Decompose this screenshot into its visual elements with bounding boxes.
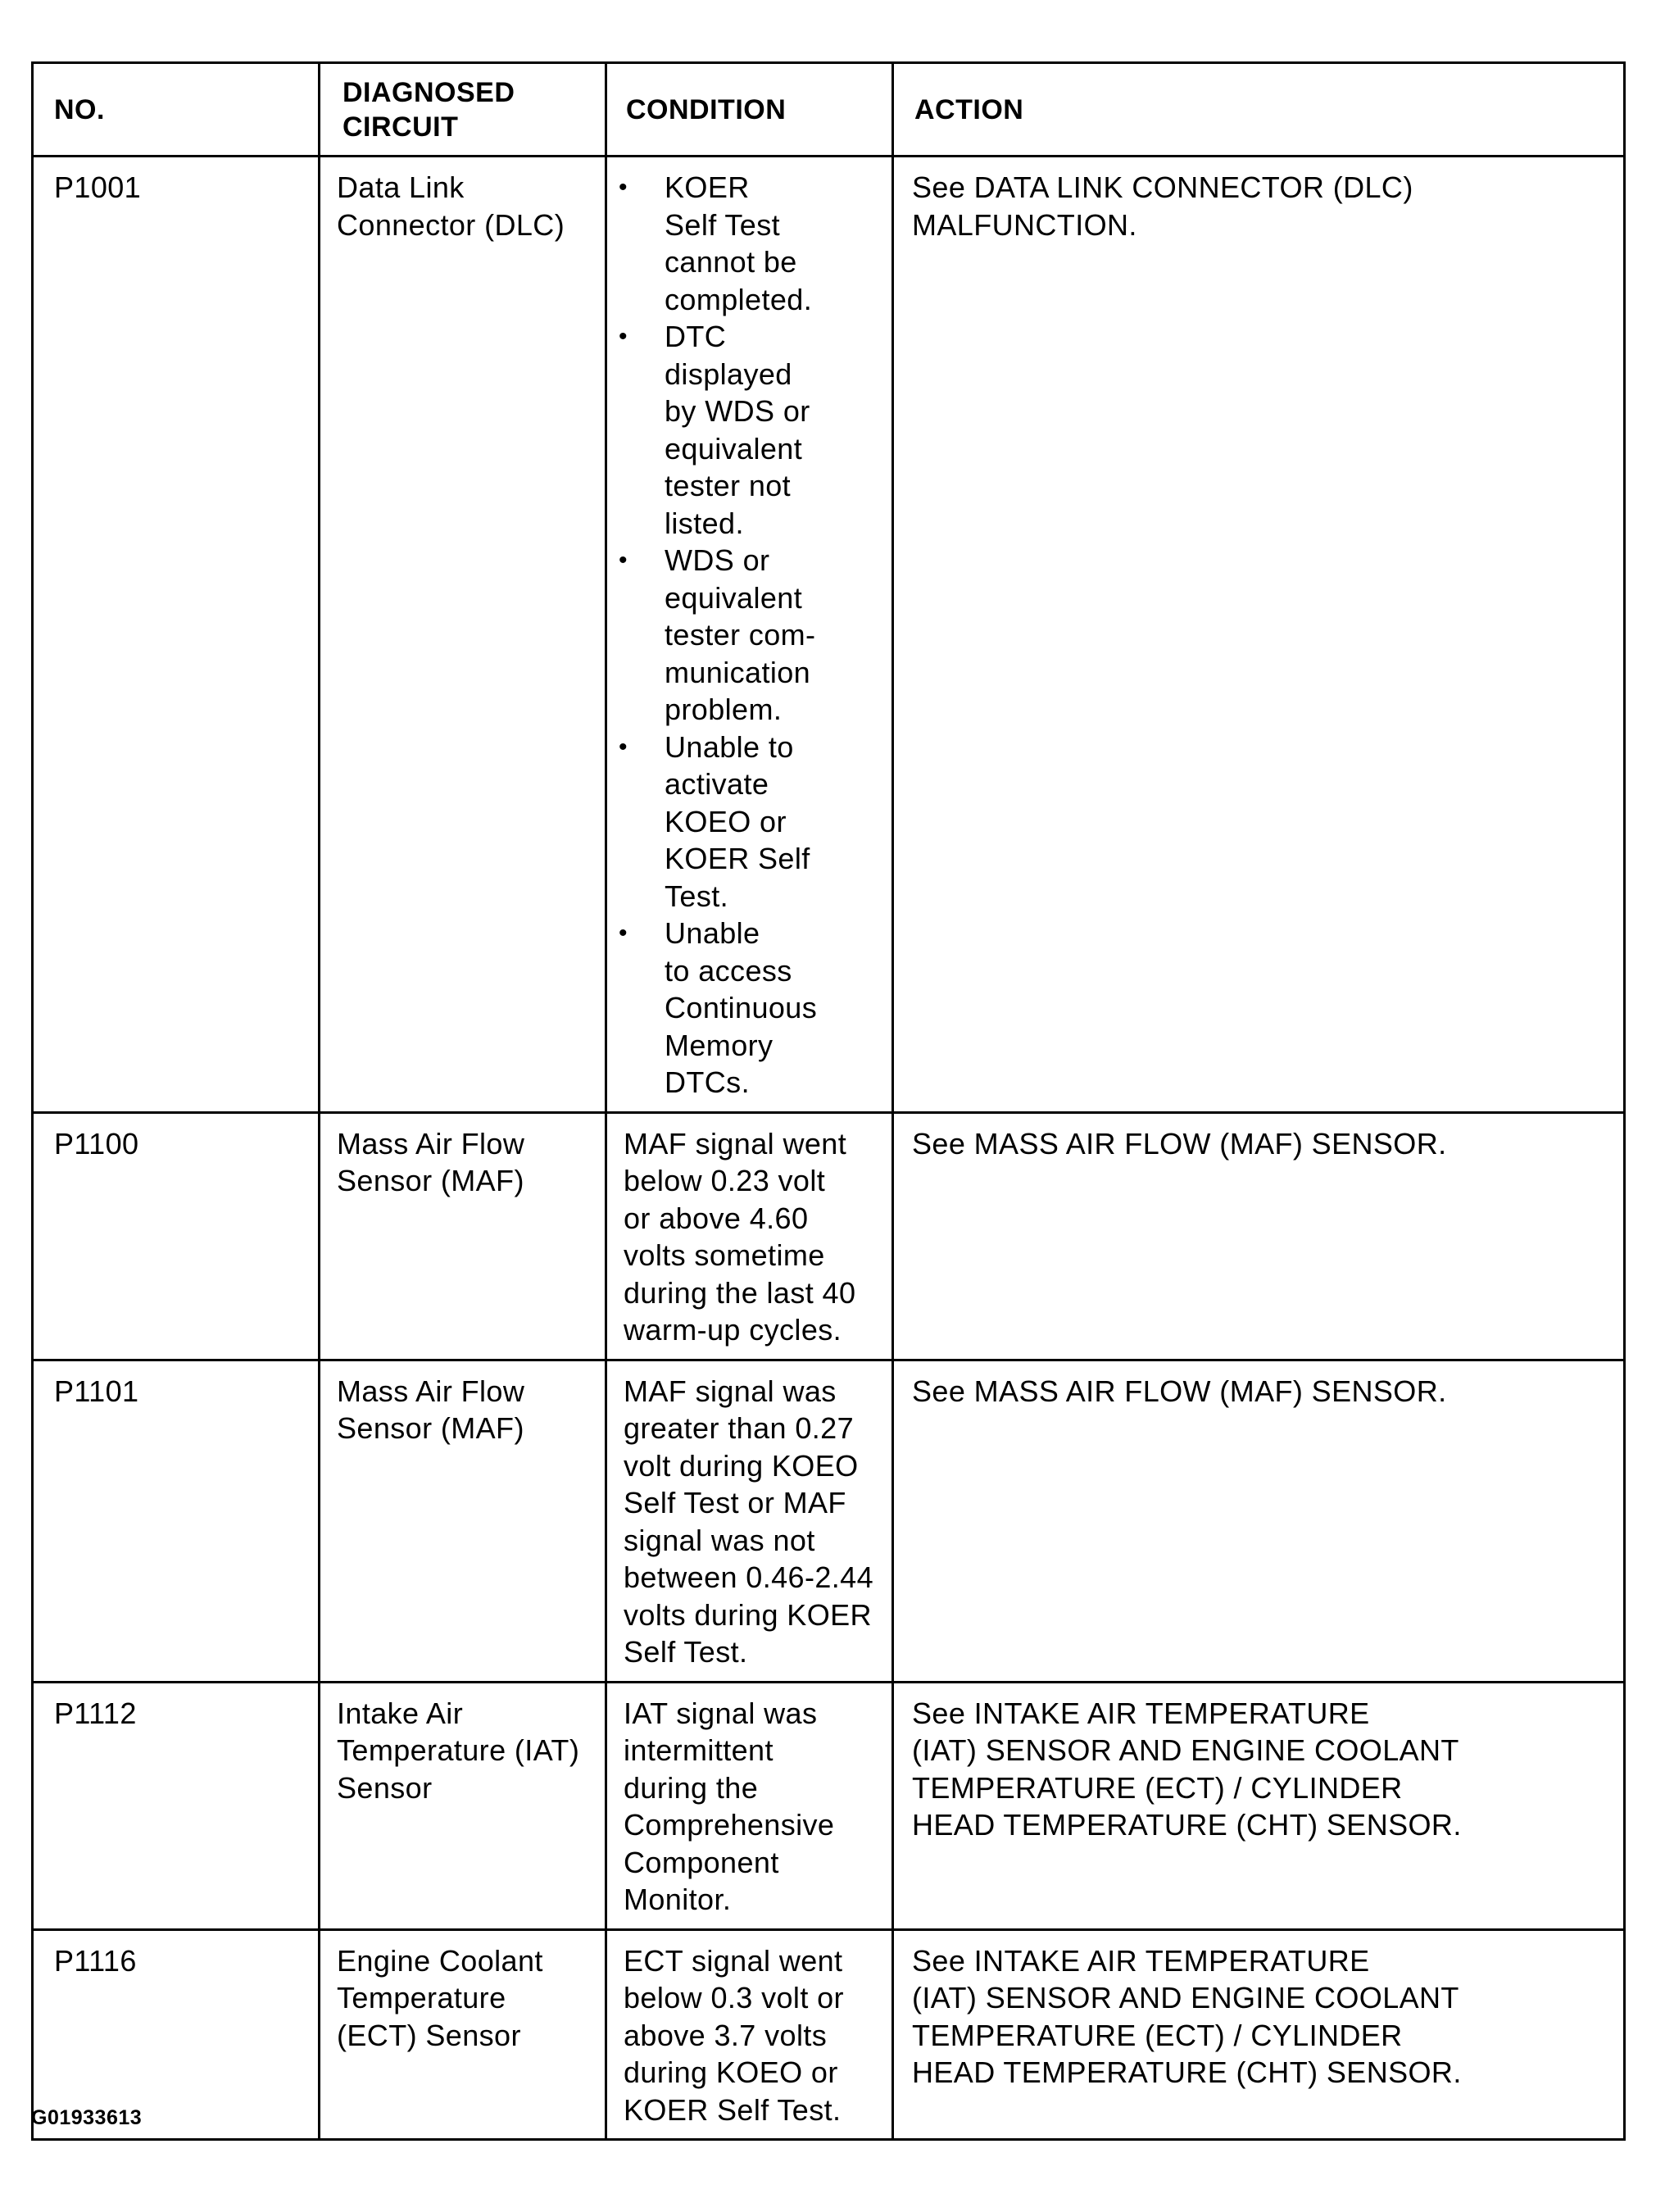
bullet-icon: • <box>619 733 628 761</box>
dtc-code: P1100 <box>33 1112 320 1360</box>
condition-cell <box>606 157 893 1113</box>
dtc-table <box>31 61 1626 2141</box>
condition-bullet-item: • Unable to access Continuous Memory DTCs. <box>619 916 818 1099</box>
condition-bullet-item: • KOER Self Test cannot be completed. <box>619 170 813 316</box>
condition-text: MAF signal went below 0.23 volt or above 4.60 volts sometime during the last 40 warm-up cycles. <box>606 1112 893 1360</box>
table-row <box>33 157 1625 1113</box>
header-diagnosed-circuit: DIAGNOSED CIRCUIT <box>320 63 606 157</box>
dtc-code: P1001 <box>33 157 320 1113</box>
action-text: See INTAKE AIR TEMPERATURE (IAT) SENSOR AND ENGINE COOLANT TEMPERATURE (ECT) / CYLINDER HEAD TEMPERATURE (CHT) SENSOR. <box>893 1929 1625 2140</box>
table-row <box>33 1112 1625 1360</box>
diagnosed-circuit: Mass Air Flow Sensor (MAF) <box>320 1360 606 1682</box>
condition-bullet-item: • DTC displayed by WDS or equivalent tester not listed. <box>619 320 810 540</box>
condition-bullet-item: • WDS or equivalent tester com- munication problem. <box>619 543 816 726</box>
action-text: See INTAKE AIR TEMPERATURE (IAT) SENSOR AND ENGINE COOLANT TEMPERATURE (ECT) / CYLINDER HEAD TEMPERATURE (CHT) SENSOR. <box>893 1682 1625 1929</box>
table-row <box>33 1360 1625 1682</box>
condition-text: ECT signal went below 0.3 volt or above 3.7 volts during KOEO or KOER Self Test. <box>606 1929 893 2140</box>
action-text: See DATA LINK CONNECTOR (DLC) MALFUNCTION. <box>893 157 1625 1113</box>
diagnosed-circuit: Data Link Connector (DLC) <box>320 157 606 1113</box>
table-header-row <box>33 63 1625 157</box>
bullet-icon: • <box>619 174 628 201</box>
condition-bullet-list <box>607 169 887 1101</box>
condition-bullet-item: • Unable to activate KOEO or KOER Self Test. <box>619 729 810 913</box>
table-row <box>33 1682 1625 1929</box>
action-text: See MASS AIR FLOW (MAF) SENSOR. <box>893 1112 1625 1360</box>
header-action: ACTION <box>893 63 1625 157</box>
header-condition: CONDITION <box>606 63 893 157</box>
dtc-code: P1101 <box>33 1360 320 1682</box>
dtc-code: P1116 <box>33 1929 320 2140</box>
condition-text: MAF signal was greater than 0.27 volt during KOEO Self Test or MAF signal was not between 0.46-2.44 volts during KOER Self Test. <box>606 1360 893 1682</box>
diagnosed-circuit: Intake Air Temperature (IAT) Sensor <box>320 1682 606 1929</box>
dtc-code: P1112 <box>33 1682 320 1929</box>
header-no: NO. <box>33 63 320 157</box>
bullet-icon: • <box>619 547 628 574</box>
action-text: See MASS AIR FLOW (MAF) SENSOR. <box>893 1360 1625 1682</box>
bullet-icon: • <box>619 920 628 947</box>
bullet-icon: • <box>619 323 628 350</box>
diagnosed-circuit: Engine Coolant Temperature (ECT) Sensor <box>320 1929 606 2140</box>
table-row <box>33 1929 1625 2140</box>
condition-text: IAT signal was intermittent during the Comprehensive Component Monitor. <box>606 1682 893 1929</box>
figure-id: G01933613 <box>31 2106 143 2129</box>
diagnosed-circuit: Mass Air Flow Sensor (MAF) <box>320 1112 606 1360</box>
